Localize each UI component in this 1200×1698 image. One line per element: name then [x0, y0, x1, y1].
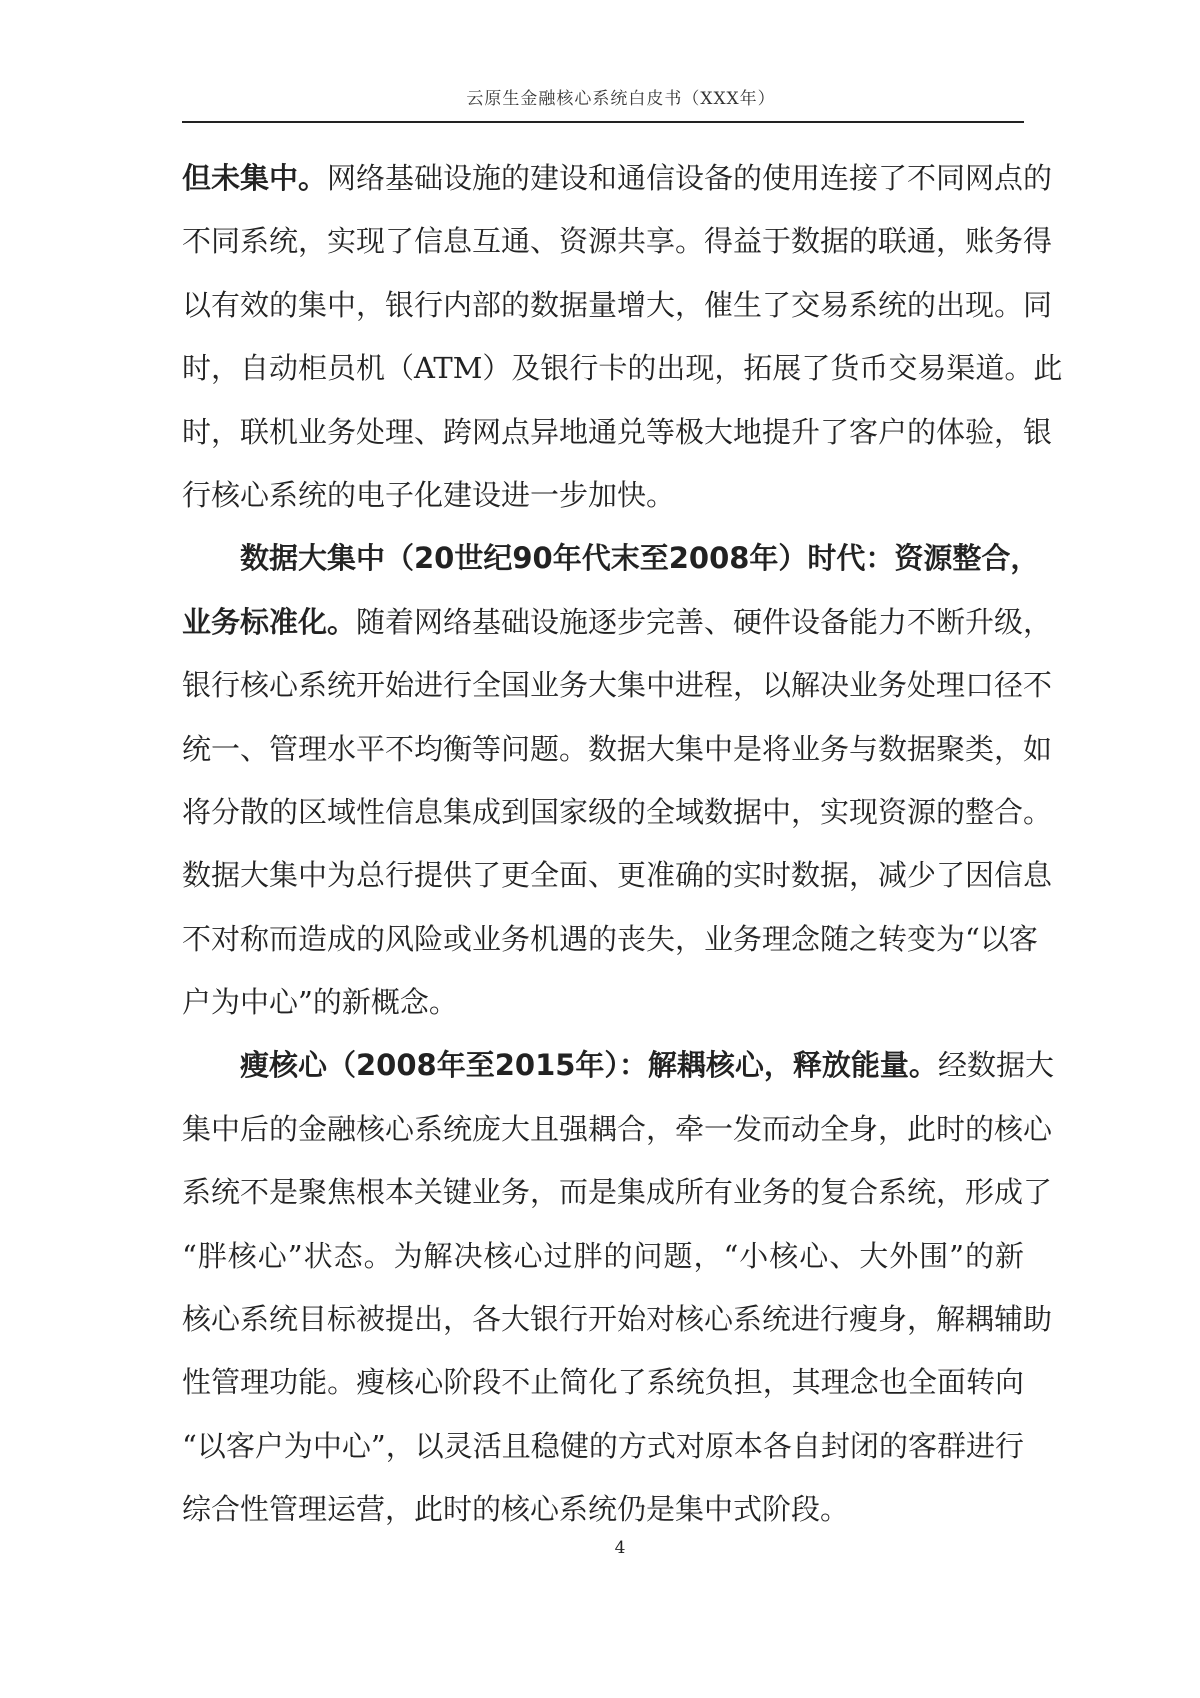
body-text: “胖核心”状态。为解决核心过胖的问题，“小核心、大外围”的新 — [182, 1238, 1024, 1273]
paragraph-line — [182, 726, 1053, 789]
paragraph-line — [182, 409, 1053, 472]
paragraph-line — [182, 979, 1024, 1042]
paragraph-line — [182, 1423, 1024, 1486]
body-text: 银行核心系统开始进行全国业务大集中进程，以解决业务处理口径不 — [182, 668, 1053, 703]
paragraph-line — [182, 1106, 1053, 1169]
paragraph-line — [182, 662, 1053, 725]
document-body — [182, 155, 1063, 1550]
body-text: 数据大集中为总行提供了更全面、更准确的实时数据，减少了因信息 — [182, 858, 1053, 893]
body-text: 经数据大 — [937, 1048, 1054, 1083]
bold-text: 数据大集中（20世纪90年代末至2008年）时代：资源整合， — [240, 541, 1040, 576]
paragraph-line — [182, 916, 1038, 979]
paragraph-line — [182, 218, 1053, 281]
paragraph-line — [182, 1359, 1024, 1422]
running-header: 云原生金融核心系统白皮书（XXX年） — [466, 89, 776, 109]
body-text: 将分散的区域性信息集成到国家级的全域数据中，实现资源的整合。 — [182, 794, 1053, 829]
page-number: 4 — [614, 1538, 626, 1558]
paragraph-line — [182, 345, 1063, 408]
paragraph-line — [182, 1169, 1053, 1232]
body-text: 户为中心”的新概念。 — [182, 985, 458, 1020]
paragraph-line — [182, 155, 1053, 218]
paragraph-line — [182, 852, 1053, 915]
bold-text: 但未集中。 — [182, 161, 328, 195]
body-text: 核心系统目标被提出，各大银行开始对核心系统进行瘦身，解耦辅助 — [182, 1302, 1053, 1337]
paragraph-line — [182, 1042, 1054, 1105]
header-rule — [182, 121, 1024, 123]
body-text: 时，自动柜员机（ATM）及银行卡的出现，拓展了货币交易渠道。此 — [182, 351, 1063, 386]
bold-text: 业务标准化。 — [182, 604, 357, 639]
body-text: 随着网络基础设施逐步完善、硬件设备能力不断升级， — [356, 604, 1053, 639]
body-text: 系统不是聚焦根本关键业务，而是集成所有业务的复合系统，形成了 — [182, 1175, 1053, 1210]
body-text: 网络基础设施的建设和通信设备的使用连接了不同网点的 — [327, 161, 1053, 195]
paragraph-line — [182, 1296, 1053, 1359]
body-text: 集中后的金融核心系统庞大且强耦合，牵一发而动全身，此时的核心 — [182, 1111, 1053, 1146]
body-text: 以有效的集中，银行内部的数据量增大，催生了交易系统的出现。同 — [182, 287, 1053, 322]
paragraph-line — [182, 599, 1053, 662]
body-text: 不同系统，实现了信息互通、资源共享。得益于数据的联通，账务得 — [182, 224, 1053, 259]
body-text: 性管理功能。瘦核心阶段不止简化了系统负担，其理念也全面转向 — [182, 1365, 1024, 1400]
body-text: 统一、管理水平不均衡等问题。数据大集中是将业务与数据聚类，如 — [182, 731, 1053, 766]
paragraph-line — [182, 535, 1040, 598]
paragraph-line — [182, 472, 1024, 535]
body-text: 行核心系统的电子化建设进一步加快。 — [182, 477, 676, 512]
bold-text: 瘦核心（2008年至2015年）：解耦核心，释放能量。 — [240, 1048, 938, 1083]
paragraph-line — [182, 789, 1053, 852]
body-text: 时，联机业务处理、跨网点异地通兑等极大地提升了客户的体验，银 — [182, 414, 1053, 449]
body-text: 不对称而造成的风险或业务机遇的丧失，业务理念随之转变为“以客 — [182, 921, 1038, 956]
body-text: 综合性管理运营，此时的核心系统仍是集中式阶段。 — [182, 1492, 850, 1527]
body-text: “以客户为中心”，以灵活且稳健的方式对原本各自封闭的客群进行 — [182, 1428, 1024, 1463]
paragraph-line — [182, 1233, 1024, 1296]
paragraph-line — [182, 282, 1053, 345]
